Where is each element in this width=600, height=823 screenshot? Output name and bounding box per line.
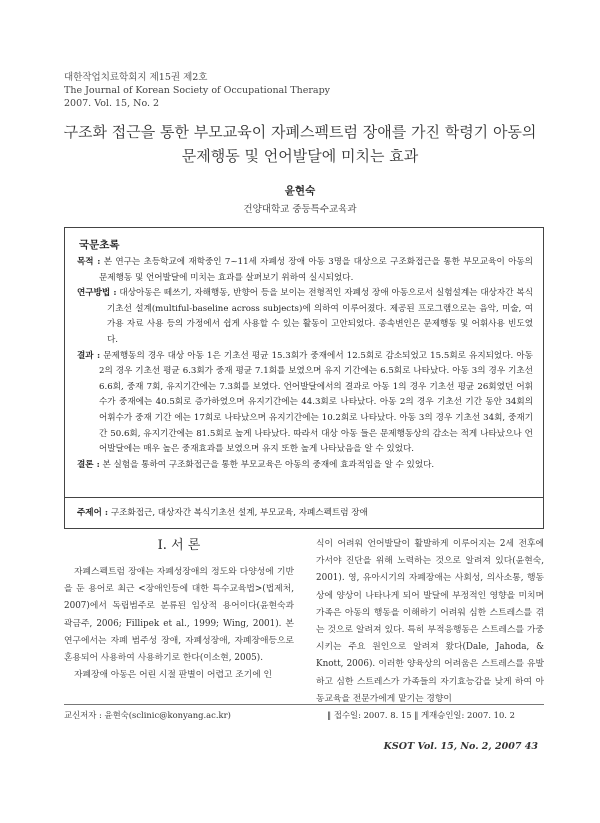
- right-column: [316, 536, 544, 708]
- abstract-purpose-label: 목적 :: [77, 257, 101, 267]
- abstract-purpose-text: 본 연구는 초등학교에 재학중인 7~11세 자폐성 장애 아동 3명을 대상으로 구조화접근을 통한 부모교육이 아동의 문제행동 및 언어발달에 미치는 효과를 살펴보기 위하여 실시되었다.: [99, 257, 533, 283]
- paper-title-line-1: 구조화 접근을 통한 부모교육이 자폐스펙트럼 장애를 가진 학령기 아동의: [63, 123, 537, 141]
- intro-paragraph-1: 자폐스펙트럼 장애는 자폐성장애의 정도와 다양성에 기반을 둔 용어로 최근 <장애인등에 대한 특수교육법>(법제처, 2007)에서 독립범주로 분류된 임상적 용어이다(윤현숙과 곽금주, 2006; Fillipek et al., 1999; Wing, 2001). 본 연구에서는 자폐 범주성 장애, 자폐성장애, 자폐장애등으로 혼용되어 사용하여 사용하기로 한다(이소현, 2005).: [64, 567, 294, 664]
- abstract-heading: 국문초록: [79, 239, 120, 251]
- keywords-label: 주제어 :: [77, 508, 109, 518]
- abstract-conclusion-label: 결론 :: [77, 459, 100, 470]
- paper-title-line-2: 문제행동 및 언어발달에 미치는 효과: [181, 147, 419, 165]
- author-affiliation: 건양대학교 중등특수교육과: [243, 204, 357, 215]
- journal-header: [64, 71, 330, 110]
- intro-paragraph-right: 식이 어려워 언어발달이 활발하게 이루어지는 2세 전후에 가서야 진단을 위해 노력하는 것으로 알려져 있다(윤현숙, 2001). 영, 유아시기의 자폐장애는 사회성, 의사소통, 행동상에 양상이 나타나게 되어 발달에 부정적인 영향을 미치며 가족은 아동의 행동을 이해하기 어려워 심한 스트레스를 겪는 것으로 알려져 있다. 특히 부적응행동은 스트레스를 가중시키는 주요 원인으로 알려져 왔다(Dale, Jahoda, & Knott, 2006). 이러한 양육상의 어려움은 스트레스를 유발하고 심한 스트레스가 가족들의 자기효능감을 낮게 하여 아동교육을 전문가에게 맡기는 경향이: [316, 539, 544, 704]
- abstract-box: [64, 227, 544, 529]
- journal-english-name: The Journal of Korean Society of Occupational Therapy: [64, 85, 331, 96]
- paper-title: [40, 120, 560, 168]
- page-footer: KSOT Vol. 15, No. 2, 2007 43: [383, 741, 538, 752]
- abstract-body: [77, 255, 533, 473]
- abstract-method-text: 대상아동은 떼쓰기, 자해행동, 반향어 등을 보이는 전형적인 자폐성 장애 아동으로서 실험설계는 대상자간 복식기초선 설계(multiful-baseline across subjects)에 의하여 이루어졌다. 제공된 프로그램으로는 음악, 미술, 여가용 자료 사용 등의 가정에서 쉽게 사용할 수 있는 활동이 고안되었다. 종속변인은 문제행동 및 어휘사용 빈도였다.: [107, 288, 534, 345]
- journal-issue: 2007. Vol. 15, No. 2: [64, 98, 160, 109]
- corresponding-author: 교신저자 : 윤현숙(sclinic@konyang.ac.kr): [64, 710, 231, 720]
- abstract-purpose: [77, 255, 533, 286]
- footnote: [64, 704, 544, 720]
- left-column: [64, 536, 294, 684]
- abstract-method-label: 연구방법 :: [77, 288, 117, 299]
- abstract-conclusion-text: 본 실험을 통하여 구조화접근을 통한 부모교육은 아동의 중재에 효과적임을 알 수 있었다.: [102, 459, 435, 470]
- abstract-result-text: 문제행동의 경우 대상 아동 1은 기초선 평균 15.3회가 중재에서 12.5회로 감소되었고 15.5회로 유지되었다. 아동 2의 경우 기초선 평균 6.3회가 중재 평균 7.1회를 보였으며 유지 기간에는 6.5회로 나타났다. 아동 3의 경우 기초선 6.6회, 중재 7회, 유지기간에는 7.3회를 보였다. 언어발달에서의 결과로 아동 1의 경우 기초선 평균 26회였던 어휘수가 중재에는 40.5회로 증가하였으며 유지기간에는 44.3회로 나타났다. 아동 2의 경우 기초선 기간 동안 34회의 어휘수가 중재 기간 에는 17회로 나타났으며 유지기간에는 10.2회로 나타났다. 아동 3의 경우 기초선 34회, 중재기간 50.6회, 유지기간에는 81.5회로 높게 나타났다. 따라서 대상 아동 들은 문제행동상의 감소는 적게 나타났으나 언어발달에는 매우 높은 중재효과를 보였으며 유지 또한 높게 나타났음을 알 수 있었다.: [99, 350, 533, 455]
- abstract-method: [77, 286, 533, 348]
- keywords-text: 구조화접근, 대상자간 복식기초선 설계, 부모교육, 자폐스펙트럼 장애: [110, 508, 368, 518]
- intro-paragraph-2: 자폐장애 아동은 어린 시절 판별이 어렵고 조기에 인: [74, 670, 273, 681]
- keywords-row: [65, 497, 543, 528]
- journal-korean-name: 대한작업치료학회지 제15권 제2호: [64, 72, 208, 83]
- abstract-result-label: 결과 :: [77, 350, 101, 361]
- abstract-result: [77, 349, 533, 458]
- submission-dates: ‖ 접수일: 2007. 8. 15 ‖ 게재승인일: 2007. 10. 2: [327, 710, 515, 720]
- section-title: Ⅰ. 서 론: [157, 538, 201, 553]
- abstract-conclusion: [77, 458, 533, 474]
- author-name: 윤현숙: [284, 185, 316, 197]
